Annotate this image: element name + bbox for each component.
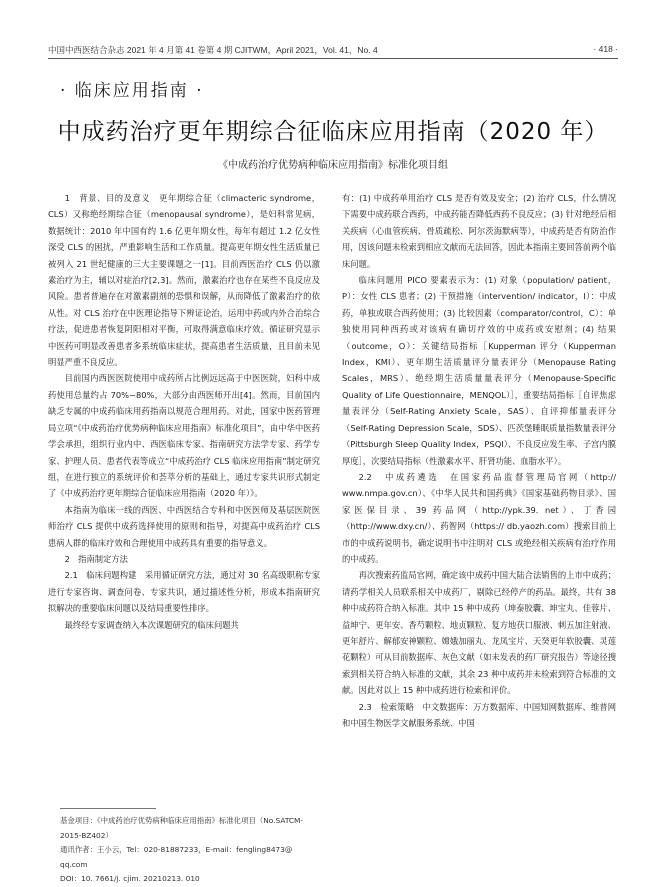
column-label: · 临床应用指南 ·: [60, 81, 204, 101]
paragraph-drug-selection: 2.2 中成药遴选 在国家药品监督管理局官网（http:// www.nmpa.gov.cn）、《中华人民共和国药典》《国家基础药物目录》、国家医保目录、39 药品网（http://ypk.39. net）、丁香园（http://www.dxy.cn/）、药智网（https:// db.yaozh.com）搜索目前上市的中成药说明书，确定说明书中注明对 CLS 或绝经相关疾病有治疗作用的中成药。: [342, 471, 616, 564]
right-column: [342, 190, 616, 731]
section-heading-methods: 2 指南制定方法: [64, 553, 128, 564]
left-column: [48, 190, 320, 633]
article-title: 中成药治疗更年期综合征临床应用指南（2020 年）: [57, 119, 609, 145]
journal-citation: 中国中西医结合杂志 2021 年 4 月第 41 卷第 4 期 CJITWM，April 2021，Vol. 41，No. 4: [48, 45, 378, 55]
paragraph-background: 1 背景、目的及意义 更年期综合征（climacteric syndrome，CLS）又称绝经期综合征（menopausal syndrome），是妇科常见病，数据统计：2010 年中国有约 1.6 亿更年期女性，每年有超过 1.2 亿女性深受 CLS 的困扰，严重影响生活和工作质量。提高更年期女性生活质量已被列入 21 世纪健康的三大主要课题之一[1]。目前西医治疗 CLS 仍以激素治疗为主，辅以对症治疗[2,3]。然而，激素治疗也存在某些不良反应及风险。患者普遍存在对激素副剂的恐惧和误解，从而降低了激素治疗的依从性。对 CLS 治疗在中医理论指导下辨证论治，运用中药或内外合治综合疗法，促进患者恢复阴阳相对平衡，可取得满意临床疗效。循证研究显示中医药可明显改善患者多系统临床症状，提高患者生活质量，且目前未见明显严重不良反应。: [48, 193, 320, 368]
footnote-fund: 基金项目：《中成药治疗优势病种临床应用指南》标准化项目（No.SATCM-2015-BZ402）: [60, 816, 304, 840]
paragraph-clinical-questions: 2.1 临床问题构建 采用循证研究方法，通过对 30 名高级职称专家进行专家咨询、调查问卷、专家共识，通过描述性分析，形成本指南研究拟解决的重要临床问题以及结局重要性排序。: [48, 570, 320, 614]
paragraph-pico: 临床问题用 PICO 要素表示为：(1) 对象（population/ patient，P）：女性 CLS 患者；(2) 干预措施（intervention/ indicator，I）：中成药，单独或联合西药使用；(3) 比较因素（comparator/control，C）：单独使用同种西药或对该病有确切疗效的中成药或安慰剂；(4) 结果（outcome，O）：关键结局指标［Kupperman 评分（Kupperman Index，KMI）、更年期生活质量评分量表评分（Menopause Rating Scales，MRS）、绝经期生活质量量表评分（Menopause-Specific Quality of Life Questionnaire，MENQOL）］，重要结局指标［自评焦虑量表评分（Self-Rating Anxiety Scale，SAS）、自评抑郁量表评分（Self-Rating Depression Scale，SDS）、匹茨堡睡眠质量指数量表评分（Pittsburgh Sleep Quality Index，PSQI）、不良反应发生率、子宫内膜厚度］，次要结局指标（性激素水平、肝肾功能、血脂水平）。: [342, 275, 616, 466]
paragraph-current-status: 目前国内西医医院使用中成药所占比例远远高于中医医院，妇科中成药使用总量约占 70%~80%，大部分由西医师开出[4]。然而，目前国内缺乏专属的中成药临床用药指南以规范合理用药。对此，国家中医药管理局立项“《中成药治疗优势病种临床应用指南》标准化项目”，由中华中医药学会承担，组织行业内中、西医临床专家、指南研究方法学专家、药学专家、护理人员、患者代表等成立“中成药治疗 CLS 临床应用指南”制定研究组，在进行独立的系统评价和荟萃分析的基础上，通过专家共识形式制定了《中成药治疗更年期综合征临床应用指南（2020 年）》。: [48, 373, 320, 499]
paragraph-search-again: 再次搜索药监局官网，确定该中成药中国大陆合法销售的上市中成药；请药学相关人员联系相关中成药厂，剔除已经停产的药品。最终，共有 38 种中成药符合纳入标准。其中 15 种中成药（坤泰胶囊、坤宝丸、佳蓉片、益坤宁、更年安、香芍颗粒、地贞颗粒、复方地茯口服液、刺五加注射液、更年舒片、解郁安神颗粒、嫦娥加丽丸、龙凤宝片、天癸更年软胶囊、灵莲花颗粒）可从目前数据库、灰色文献（如未发表的药厂研究报告）等途径搜索到相关符合纳入标准的文献，其余 23 种中成药并未检索到符合标准的文献。因此对以上 15 种中成药进行检索和评价。: [342, 570, 616, 696]
page-number: · 418 ·: [593, 44, 618, 54]
paragraph-search-strategy: 2.3 检索策略 中文数据库：万方数据库、中国知网数据库、维普网和中国生物医学文献服务系统、中国: [342, 701, 616, 728]
running-header: [48, 44, 618, 58]
footnote-contact: 通讯作者：王小云，Tel：020-81887233，E-mail：fengling8473@ qq.com: [60, 845, 293, 869]
footnote: [60, 814, 318, 887]
footnote-divider: [60, 808, 156, 809]
paragraph-final-questions: 最终经专家调查纳入本次课题研究的临床问题共: [64, 619, 239, 630]
paragraph-scope: 本指南为临床一线的西医、中西医结合专科和中医医师及基层医院医师治疗 CLS 提供中成药选择使用的原则和指导，对提高中成药治疗 CLS 患病人群的临床疗效和合理使用中成药具有重要的指导意义。: [48, 504, 320, 548]
author-group: 《中成药治疗优势病种临床应用指南》标准化项目组: [218, 160, 448, 171]
paragraph-questions-list: 有：(1) 中成药单用治疗 CLS 是否有效及安全；(2) 治疗 CLS，什么情况下需要中成药联合西药，中成药能否降低西药不良反应；(3) 针对绝经后相关疾病（心血管疾病、骨质疏松、阿尔茨海默病等），中成药是否有防治作用，因该问题未检索到相应文献而无法回答，因此本指南主要回答前两个临床问题。: [342, 193, 616, 269]
footnote-doi: DOI：10. 7661/j. cjim. 20210213. 010: [60, 874, 200, 883]
header-divider: [48, 58, 618, 59]
